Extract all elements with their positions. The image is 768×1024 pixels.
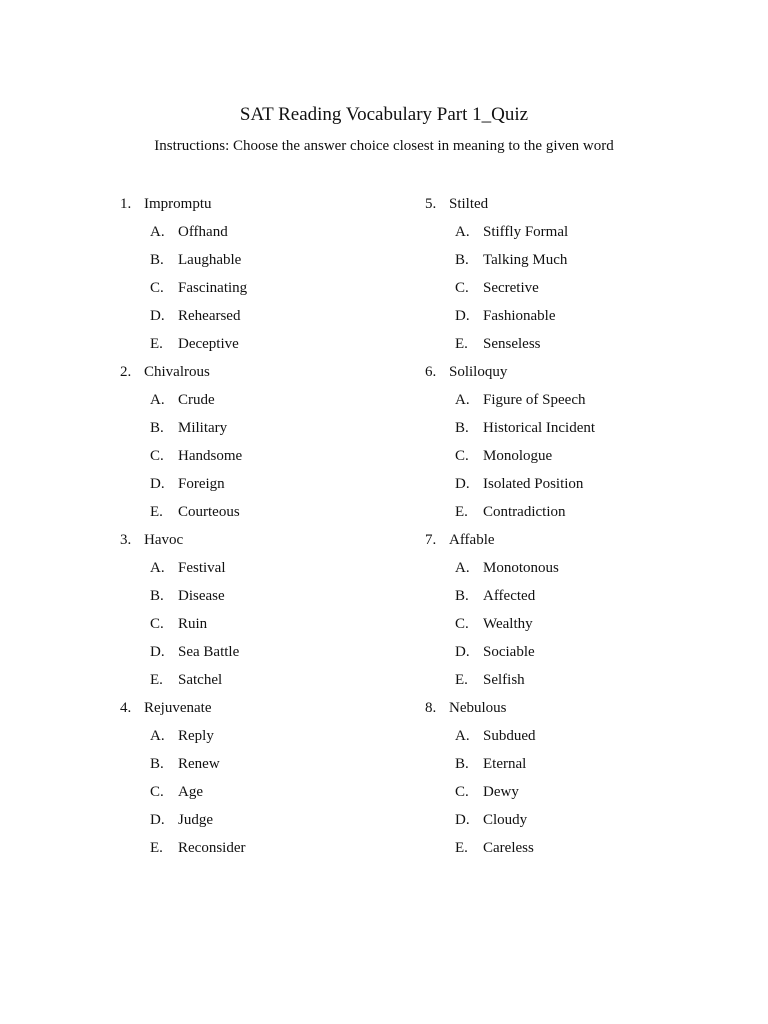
question-item (425, 694, 725, 862)
option-letter: D. (455, 308, 470, 324)
document-title: SAT Reading Vocabulary Part 1_Quiz (239, 104, 529, 125)
answer-option (120, 414, 420, 442)
option-text: Isolated Position (483, 476, 584, 492)
question-header (120, 358, 420, 386)
question-header (425, 358, 725, 386)
option-text: Dewy (483, 784, 519, 800)
option-text: Talking Much (483, 252, 568, 268)
answer-option (425, 778, 725, 806)
answer-option (425, 610, 725, 638)
question-number: 3. (120, 532, 132, 548)
option-letter: A. (455, 728, 470, 744)
option-letter: C. (150, 448, 164, 464)
option-letter: E. (150, 336, 163, 352)
option-letter: E. (150, 504, 163, 520)
option-text: Monologue (483, 448, 553, 464)
answer-option (120, 610, 420, 638)
question-word: Nebulous (449, 700, 507, 716)
option-text: Wealthy (483, 616, 533, 632)
answer-option (425, 666, 725, 694)
option-letter: C. (455, 616, 469, 632)
answer-option (425, 330, 725, 358)
answer-option (120, 806, 420, 834)
option-text: Deceptive (178, 336, 239, 352)
question-header (120, 190, 420, 218)
option-letter: E. (455, 672, 468, 688)
option-letter: D. (455, 644, 470, 660)
answer-option (425, 442, 725, 470)
answer-option (120, 386, 420, 414)
option-text: Foreign (178, 476, 225, 492)
option-text: Reconsider (178, 840, 246, 856)
option-letter: B. (455, 420, 469, 436)
answer-option (425, 722, 725, 750)
question-word: Soliloquy (449, 364, 508, 380)
option-text: Handsome (178, 448, 243, 464)
option-letter: A. (150, 560, 165, 576)
option-letter: A. (150, 392, 165, 408)
question-number: 8. (425, 700, 437, 716)
option-text: Fascinating (178, 280, 248, 296)
answer-option (120, 498, 420, 526)
question-word: Chivalrous (144, 364, 210, 380)
option-text: Rehearsed (178, 308, 241, 324)
question-item (425, 190, 725, 358)
question-header (425, 694, 725, 722)
question-header (120, 694, 420, 722)
option-text: Laughable (178, 252, 242, 268)
option-letter: B. (455, 756, 469, 772)
answer-option (425, 470, 725, 498)
option-text: Fashionable (483, 308, 556, 324)
option-text: Sea Battle (178, 644, 240, 660)
option-letter: B. (150, 420, 164, 436)
option-text: Disease (178, 588, 225, 604)
answer-option (425, 834, 725, 862)
option-letter: D. (455, 812, 470, 828)
option-letter: D. (150, 476, 165, 492)
answer-option (120, 442, 420, 470)
question-header (425, 526, 725, 554)
questions-column-right (425, 190, 725, 862)
answer-option (120, 302, 420, 330)
question-item (120, 694, 420, 862)
option-letter: D. (150, 812, 165, 828)
option-text: Figure of Speech (483, 392, 586, 408)
option-letter: A. (455, 560, 470, 576)
option-letter: E. (455, 840, 468, 856)
question-item (425, 526, 725, 694)
answer-option (120, 834, 420, 862)
option-letter: B. (150, 252, 164, 268)
option-letter: B. (150, 756, 164, 772)
option-letter: D. (455, 476, 470, 492)
answer-option (120, 638, 420, 666)
option-letter: C. (150, 616, 164, 632)
option-text: Military (178, 420, 228, 436)
option-letter: A. (150, 728, 165, 744)
option-text: Offhand (178, 224, 228, 240)
option-letter: C. (455, 784, 469, 800)
answer-option (425, 386, 725, 414)
answer-option (425, 246, 725, 274)
option-text: Festival (178, 560, 226, 576)
option-letter: B. (455, 252, 469, 268)
option-text: Eternal (483, 756, 527, 772)
answer-option (425, 638, 725, 666)
answer-option (425, 750, 725, 778)
answer-option (120, 722, 420, 750)
answer-option (425, 554, 725, 582)
answer-option (425, 274, 725, 302)
option-text: Careless (483, 840, 534, 856)
option-letter: A. (455, 392, 470, 408)
question-word: Rejuvenate (144, 700, 212, 716)
option-text: Stiffly Formal (483, 224, 569, 240)
option-letter: C. (150, 784, 164, 800)
answer-option (120, 330, 420, 358)
option-text: Renew (178, 756, 220, 772)
option-text: Historical Incident (483, 420, 596, 436)
answer-option (120, 554, 420, 582)
instructions-text: Instructions: Choose the answer choice closest in meaning to the given word (154, 138, 614, 154)
question-number: 4. (120, 700, 132, 716)
option-letter: C. (455, 448, 469, 464)
option-letter: B. (150, 588, 164, 604)
question-item (425, 358, 725, 526)
question-word: Havoc (144, 532, 184, 548)
answer-option (120, 750, 420, 778)
option-text: Selfish (483, 672, 525, 688)
answer-option (120, 218, 420, 246)
question-word: Stilted (449, 196, 489, 212)
option-letter: E. (455, 504, 468, 520)
answer-option (425, 498, 725, 526)
option-text: Sociable (483, 644, 535, 660)
answer-option (425, 806, 725, 834)
question-number: 6. (425, 364, 437, 380)
option-letter: C. (150, 280, 164, 296)
question-header (425, 190, 725, 218)
answer-option (425, 414, 725, 442)
answer-option (425, 582, 725, 610)
question-number: 5. (425, 196, 437, 212)
option-text: Secretive (483, 280, 539, 296)
option-letter: E. (455, 336, 468, 352)
answer-option (120, 582, 420, 610)
option-text: Affected (483, 588, 536, 604)
option-text: Judge (178, 812, 213, 828)
option-letter: B. (455, 588, 469, 604)
answer-option (120, 778, 420, 806)
question-item (120, 526, 420, 694)
option-text: Courteous (178, 504, 240, 520)
option-letter: D. (150, 308, 165, 324)
option-text: Age (178, 784, 203, 800)
option-letter: D. (150, 644, 165, 660)
option-letter: A. (150, 224, 165, 240)
answer-option (120, 470, 420, 498)
question-item (120, 190, 420, 358)
option-letter: A. (455, 224, 470, 240)
answer-option (120, 666, 420, 694)
option-text: Contradiction (483, 504, 566, 520)
option-text: Subdued (483, 728, 536, 744)
option-text: Satchel (178, 672, 223, 688)
option-letter: C. (455, 280, 469, 296)
option-text: Cloudy (483, 812, 528, 828)
option-text: Ruin (178, 616, 208, 632)
answer-option (120, 274, 420, 302)
questions-column-left (120, 190, 420, 862)
option-text: Reply (178, 728, 214, 744)
option-text: Senseless (483, 336, 541, 352)
question-number: 7. (425, 532, 437, 548)
option-text: Monotonous (483, 560, 559, 576)
question-item (120, 358, 420, 526)
answer-option (425, 218, 725, 246)
question-header (120, 526, 420, 554)
option-text: Crude (178, 392, 215, 408)
answer-option (425, 302, 725, 330)
question-word: Affable (449, 532, 495, 548)
answer-option (120, 246, 420, 274)
question-number: 2. (120, 364, 132, 380)
question-word: Impromptu (144, 196, 212, 212)
question-number: 1. (120, 196, 132, 212)
option-letter: E. (150, 840, 163, 856)
option-letter: E. (150, 672, 163, 688)
